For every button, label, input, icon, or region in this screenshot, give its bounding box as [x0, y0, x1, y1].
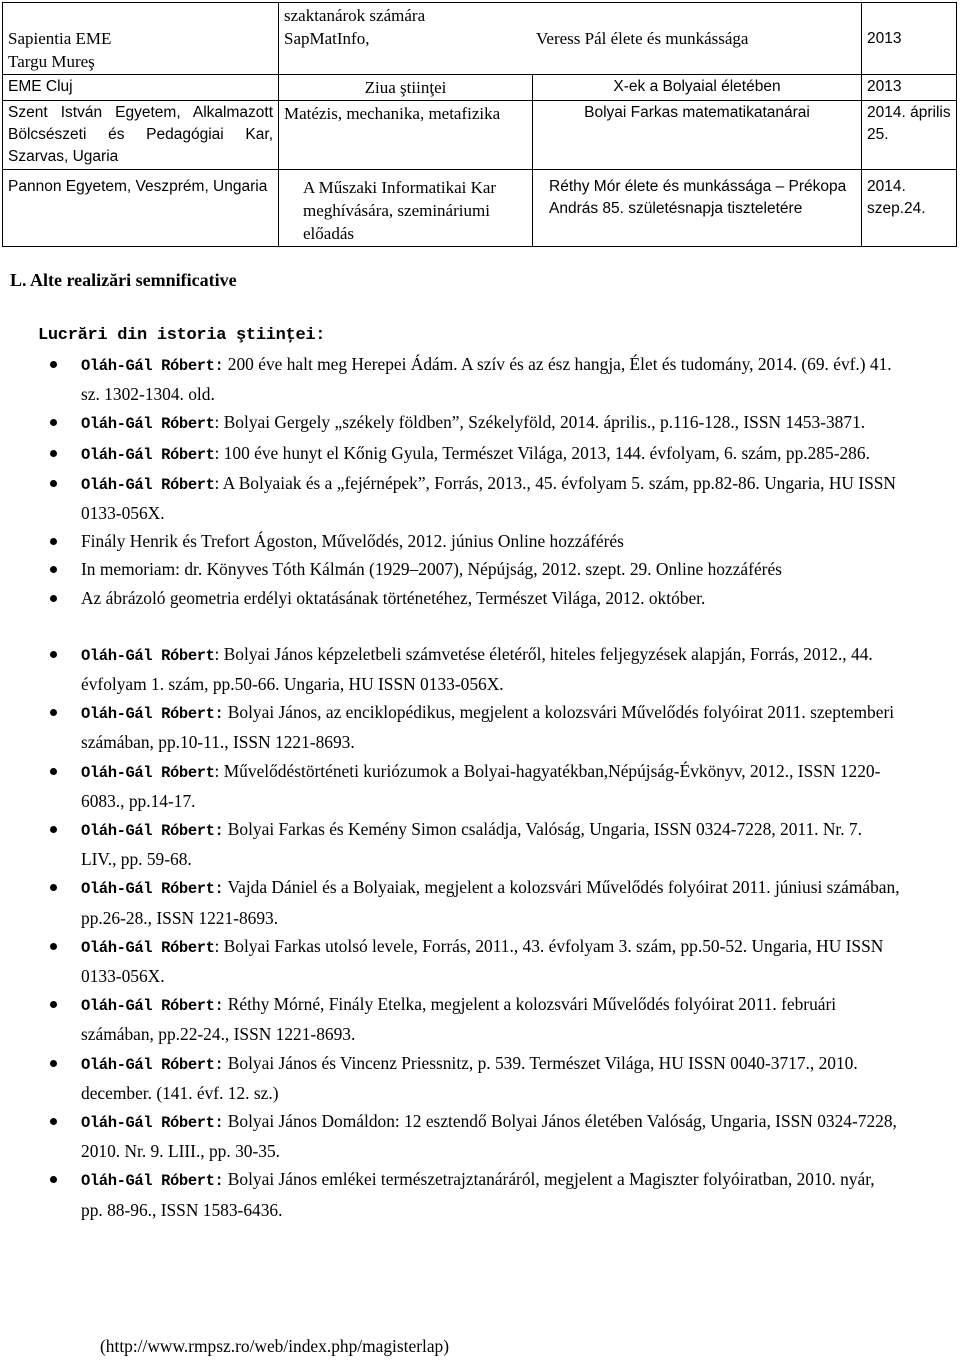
title-cell: Bolyai Farkas matematikatanárai: [533, 101, 862, 170]
title-cell: X-ek a Bolyaial életében: [533, 75, 862, 101]
author-name: Oláh-Gál Róbert:: [81, 1055, 224, 1074]
magister-url[interactable]: (http://www.rmpsz.ro/web/index.php/magisterlap): [100, 1336, 450, 1356]
reference-text: 200 éve halt meg Herepei Ádám. A szív és az ész hangja, Élet és tudomány, 2014. (69. évf.) 41. sz. 1302-1304. old.: [81, 354, 892, 405]
list-item: [0, 439, 900, 469]
author-name: Oláh-Gál Róbert: [81, 415, 215, 434]
reference-list: [0, 350, 900, 1224]
reference-text: Finály Henrik és Trefort Ágoston, Művelődés, 2012. június Online hozzáférés: [81, 531, 624, 552]
author-name: Oláh-Gál Róbert:: [81, 357, 224, 375]
list-item: [0, 932, 900, 990]
reference-text: : Bolyai Farkas utolsó levele, Forrás, 2011., 43. évfolyam 3. szám, pp.50-52. Ungaria, HU ISSN 0133-056X.: [81, 935, 884, 987]
author-name: Oláh-Gál Róbert:: [81, 1114, 224, 1133]
institution-cell: EME Cluj: [3, 75, 279, 101]
reference-text: Vajda Dániel és a Bolyaiak, megjelent a kolozsvári Művelődés folyóirat 2011. júniusi számában, pp.26-28., ISSN 1221-8693.: [81, 877, 900, 928]
reference-text: : A Bolyaiak és a „fejérnépek”, Forrás, 2013., 45. évfolyam 5. szám, pp.82-86. Ungaria, HU ISSN 0133-056X.: [81, 472, 896, 524]
reference-text: Az ábrázoló geometria erdélyi oktatásának történetéhez, Természet Világa, 2012. október.: [81, 587, 706, 608]
institution-cell: Pannon Egyetem, Veszprém, Ungaria: [3, 170, 279, 247]
reference-text: Bolyai János, az enciklopédikus, megjelent a kolozsvári Művelődés folyóirat 2011. szeptemberi számában, pp.10-11., ISSN 1221-8693.: [81, 702, 895, 753]
reference-text: Bolyai János emlékei természetrajztanáráról, megjelent a Magiszter folyóiratban, 2010. nyár, pp. 88-96., ISSN 1583-6436.: [81, 1169, 875, 1220]
author-name: Oláh-Gál Róbert: [81, 646, 215, 665]
date-cell: 2013: [862, 3, 957, 75]
event-title-cell: [279, 3, 862, 75]
table-row: [3, 3, 957, 75]
list-item: [0, 350, 900, 408]
reference-text: Bolyai János Domáldon: 12 esztendő Bolyai János életében Valóság, Ungaria, ISSN 0324-7228, 2010. Nr. 9. LIII., pp. 30-35.: [81, 1111, 897, 1162]
event-text: SapMatInfo,: [284, 29, 370, 48]
list-item: [0, 555, 900, 583]
section-title: L. Alte realizări semnificative: [10, 270, 237, 290]
author-name: Oláh-Gál Róbert: [81, 763, 215, 782]
author-name: Oláh-Gál Róbert: [81, 445, 215, 464]
subsection-title: Lucrări din istoria ştiinţei:: [38, 326, 326, 345]
author-name: Oláh-Gál Róbert:: [81, 705, 224, 724]
author-name: Oláh-Gál Róbert: [81, 475, 215, 494]
table-row: [3, 75, 957, 101]
audience-text: szaktanárok számára: [284, 6, 426, 25]
date-cell: 2014. április 25.: [862, 101, 957, 170]
institution-cell: Sapientia EME Targu Mureş: [3, 3, 279, 75]
date-cell: 2014. szep.24.: [862, 170, 957, 247]
title-cell: Réthy Mór élete és munkássága – Prékopa András 85. születésnapja tiszteletére: [533, 170, 862, 247]
date-cell: 2013: [862, 75, 957, 101]
reference-text: Bolyai Farkas és Kemény Simon családja, Valóság, Ungaria, ISSN 0324-7228, 2011. Nr. 7. LIV., pp. 59-68.: [81, 819, 862, 870]
author-name: Oláh-Gál Róbert:: [81, 880, 224, 899]
list-item: [0, 1049, 900, 1107]
list-item: [0, 990, 900, 1048]
event-cell: Matézis, mechanika, metafizika: [279, 101, 533, 170]
table-row: [3, 101, 957, 170]
list-item: [0, 698, 900, 756]
reference-text: : Bolyai Gergely „székely földben”, Székelyföld, 2014. április., p.116-128., ISSN 1453-3871.: [214, 412, 866, 433]
list-item: [0, 640, 900, 698]
list-item: [0, 408, 900, 438]
reference-text: : Bolyai János képzeletbeli számvetése életéről, hiteles feljegyzések alapján, Forrás, 2012., 44. évfolyam 1. szám, pp.50-66. Ungaria, HU ISSN 0133-056X.: [81, 643, 873, 695]
list-item: [0, 469, 900, 527]
event-cell: Ziua ştiinţei: [279, 75, 533, 101]
list-item: [0, 1165, 900, 1223]
reference-text: Bolyai János és Vincenz Priessnitz, p. 539. Természet Világa, HU ISSN 0040-3717., 2010. december. (141. évf. 12. sz.): [81, 1052, 858, 1103]
reference-text: Réthy Mórné, Finály Etelka, megjelent a kolozsvári Művelődés folyóirat 2011. februári számában, pp.22-24., ISSN 1221-8693.: [81, 994, 837, 1045]
list-item: [0, 584, 900, 612]
author-name: Oláh-Gál Róbert: [81, 938, 215, 957]
list-item: [0, 1107, 900, 1165]
reference-text: In memoriam: dr. Könyves Tóth Kálmán (1929–2007), Népújság, 2012. szept. 29. Online hozzáférés: [81, 559, 782, 580]
list-item: [0, 527, 900, 555]
list-item: [0, 757, 900, 815]
list-item: [0, 873, 900, 931]
author-name: Oláh-Gál Róbert:: [81, 822, 224, 841]
event-cell: A Műszaki Informatikai Kar meghívására, szemináriumi előadás: [279, 170, 533, 247]
reference-text: : 100 éve hunyt el Kőnig Gyula, Természet Világa, 2013, 144. évfolyam, 6. szám, pp.285-286.: [214, 442, 870, 463]
author-name: Oláh-Gál Róbert:: [81, 997, 224, 1016]
author-name: Oláh-Gál Róbert:: [81, 1172, 224, 1191]
table-row: [3, 170, 957, 247]
reference-text: : Művelődéstörténeti kuriózumok a Bolyai-hagyatékban,Népújság-Évkönyv, 2012., ISSN 1220-6083., pp.14-17.: [81, 760, 881, 811]
list-item: [0, 815, 900, 873]
lectures-table: [2, 2, 957, 247]
institution-cell: Szent István Egyetem, Alkalmazott Bölcsészeti és Pedagógiai Kar, Szarvas, Ugaria: [3, 101, 279, 170]
title-text: Veress Pál élete és munkássága: [536, 29, 749, 48]
